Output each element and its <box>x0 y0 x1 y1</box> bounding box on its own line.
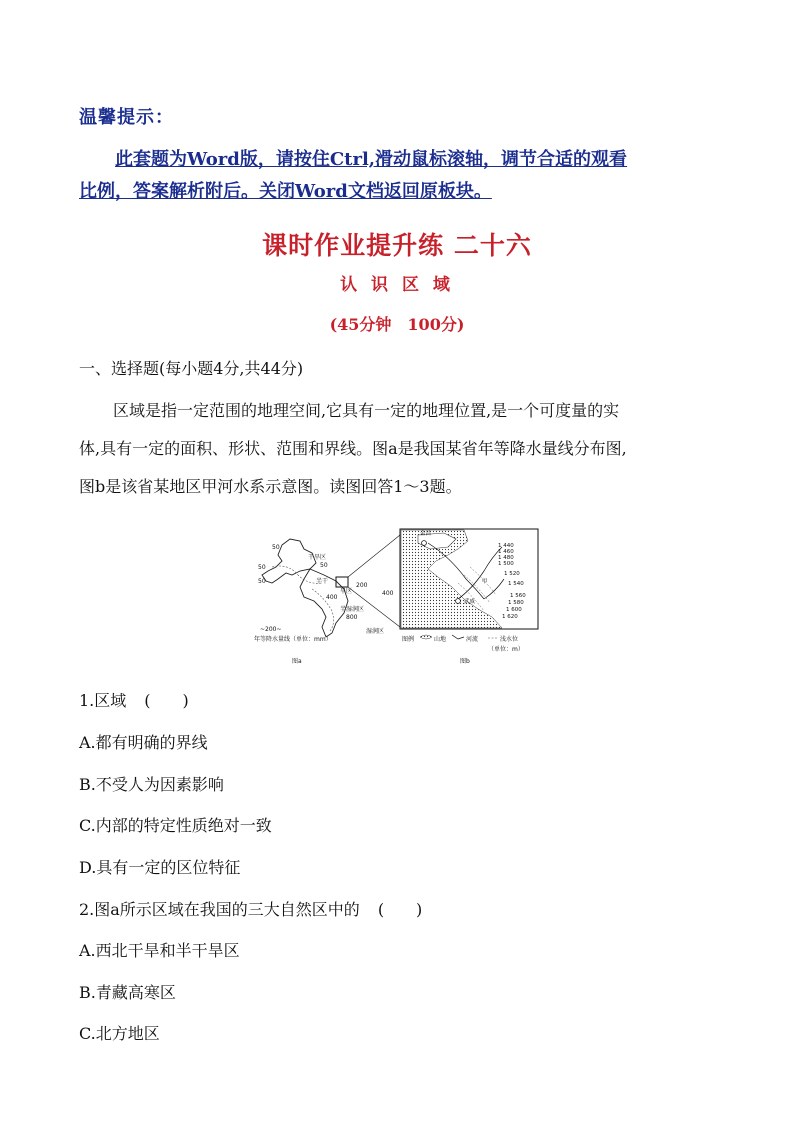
time-score <box>0 312 794 335</box>
page-title: 课时作业提升练 二十六 <box>262 231 532 260</box>
legend-unit: （单位：m） <box>488 646 524 653</box>
legend-isoline-text: 年等降水量线（单位：mm） <box>254 636 332 643</box>
tip-line-1: 此套题为Word版，请按住Ctrl,滑动鼠标滚轴，调节合适的观看 <box>115 149 628 170</box>
isoline-label: 50 <box>258 564 266 571</box>
city-marker <box>456 599 461 604</box>
isoline-path <box>272 566 322 583</box>
intro-line-1: 区域是指一定范围的地理空间,它具有一定的地理位置,是一个可度量的实 <box>113 401 620 420</box>
isoline-label: 800 <box>346 614 358 621</box>
isoline-label: 400 <box>382 590 394 597</box>
isoline-label: 50 <box>272 544 280 551</box>
isoline-label: 400 <box>326 594 338 601</box>
region-label: 旱区 <box>340 588 353 595</box>
option-1d: D.具有一定的区位特征 <box>79 858 241 877</box>
intro-line-3: 图b是该省某地区甲河水系示意图。读图回答1～3题。 <box>79 477 462 496</box>
figure-maps <box>252 527 542 667</box>
isoline-label: 1 440 <box>498 543 514 549</box>
option-1c: C.内部的特定性质绝对一致 <box>79 816 272 835</box>
legend-isoline-value: ~200~ <box>260 626 282 633</box>
place-label: 武威 <box>464 599 476 605</box>
tip-line-2: 比例，答案解析附后。关闭Word文档返回原板块。 <box>79 181 492 202</box>
section-heading: 一、选择题(每小题4分,共44分) <box>79 359 304 378</box>
legend-river-label: 河流 <box>466 636 479 643</box>
study-area-box <box>336 577 348 587</box>
isoline-label: 1 580 <box>508 600 524 606</box>
answer-paren: ( ) <box>144 691 189 710</box>
option-1b: B.不受人为因素影响 <box>79 775 224 794</box>
option-2a: A.西北干旱和半干旱区 <box>79 941 240 960</box>
page-subtitle: 认 识 区 域 <box>340 275 454 295</box>
tip-body <box>79 144 721 208</box>
isoline-label: 50 <box>320 562 328 569</box>
city-marker <box>422 541 427 546</box>
legend-heading: 图例 <box>402 636 415 643</box>
total-score: 100分) <box>407 315 465 334</box>
place-label: 金昌 <box>420 531 432 537</box>
province-outline <box>262 539 348 637</box>
map-b-caption: 图b <box>460 658 470 665</box>
isoline-label: 1 460 <box>498 549 514 555</box>
river-line <box>458 547 502 599</box>
region-label: 干旱区 <box>308 554 327 561</box>
isoline-label: 1 540 <box>508 581 524 587</box>
question-1 <box>79 688 189 711</box>
isoline-label: 1 520 <box>504 571 520 577</box>
region-label: 湿润区 <box>366 628 385 635</box>
region-label: 半湿润区 <box>340 606 365 613</box>
option-2b: B.青藏高寒区 <box>79 983 176 1002</box>
tip-title: 温馨提示： <box>79 107 174 128</box>
option-1a: A.都有明确的界线 <box>79 733 208 752</box>
isoline-label: 1 480 <box>498 555 514 561</box>
question-2 <box>79 897 422 920</box>
isoline-label: 200 <box>356 582 368 589</box>
option-2c: C.北方地区 <box>79 1024 160 1043</box>
zoom-line <box>348 535 400 577</box>
legend-mountain-label: 山地 <box>434 636 447 643</box>
legend-mountain-swatch <box>420 635 432 639</box>
question-stem: 2.图a所示区域在我国的三大自然区中的 <box>79 900 360 919</box>
answer-paren: ( ) <box>377 900 423 919</box>
isoline-label: 1 560 <box>510 593 526 599</box>
legend-water-label: 浅水位 <box>500 636 519 643</box>
isoline-label: 1 620 <box>502 614 518 620</box>
isoline-label: 1 600 <box>506 607 522 613</box>
isoline-label: 1 500 <box>498 561 514 567</box>
time-limit: (45分钟 <box>329 315 392 334</box>
isoline-label: 50 <box>258 578 266 585</box>
region-label: 半干 <box>316 578 329 585</box>
legend-river-swatch <box>452 635 464 639</box>
place-label: 甲 <box>482 579 488 585</box>
question-stem: 1.区域 <box>79 691 127 710</box>
intro-paragraph <box>79 392 719 506</box>
intro-line-2: 体,具有一定的面积、形状、范围和界线。图a是我国某省年等降水量线分布图, <box>79 439 627 458</box>
map-a-caption: 图a <box>292 658 302 665</box>
